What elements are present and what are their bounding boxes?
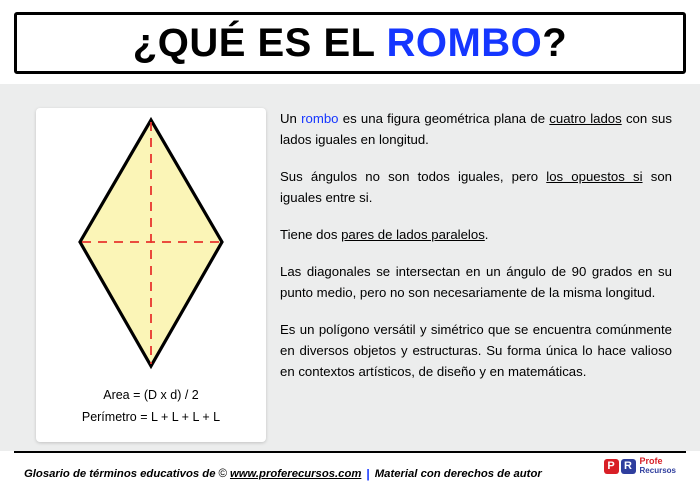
footer-divider	[14, 451, 686, 453]
text-segment-underline: pares de lados paralelos	[341, 227, 485, 242]
page-title	[133, 21, 567, 66]
text-segment: es una figura geométrica plana de	[338, 111, 550, 126]
title-suffix: ?	[542, 20, 568, 65]
logo-word-bottom: Recursos	[639, 466, 676, 475]
text-segment: con sus lados iguales en longitud.	[280, 111, 672, 147]
proferecursos-logo[interactable]	[604, 457, 676, 475]
footer-label: Glosario de términos educativos de	[24, 468, 216, 480]
title-prefix: ¿QUÉ ES EL	[132, 20, 387, 65]
title-banner	[14, 12, 686, 74]
footer-content	[24, 460, 676, 488]
logo-word-top: Profe	[639, 456, 663, 466]
description-column	[280, 108, 672, 442]
text-segment-highlight: rombo	[301, 111, 339, 126]
rhombus-figure	[36, 108, 266, 380]
text-segment: Es un polígono versátil y simétrico que se encuentra comúnmente en diversos objetos y estructuras. Su forma única lo hace valioso en contextos artísticos, de diseño y en matemáticas.	[280, 322, 672, 379]
formula-perimeter: Perímetro = L + L + L + L	[81, 410, 221, 424]
paragraph-uses	[280, 319, 672, 382]
logo-wordmark	[640, 457, 676, 475]
formula-list	[36, 384, 266, 428]
title-highlight: ROMBO	[386, 20, 543, 65]
text-segment: Las diagonales se intersectan en un ángulo de 90 grados en su punto medio, pero no son necesariamente de la misma longitud.	[280, 264, 672, 300]
paragraph-diagonals	[280, 261, 672, 303]
figure-card	[36, 108, 266, 442]
footer-separator: |	[366, 467, 370, 481]
text-segment: son iguales entre si.	[280, 169, 672, 205]
footer-site-link[interactable]: www.proferecursos.com	[229, 468, 362, 480]
copyright-icon: ©	[218, 468, 227, 480]
text-segment-underline: cuatro lados	[549, 111, 622, 126]
paragraph-parallel-sides	[280, 224, 672, 245]
logo-r-icon: R	[621, 459, 636, 474]
text-segment: Tiene dos	[280, 227, 342, 242]
text-segment-underline: los opuestos si	[546, 169, 643, 184]
text-segment: Sus ángulos no son todos iguales, pero	[280, 169, 547, 184]
formula-area: Area = (D x d) / 2	[103, 388, 199, 402]
text-segment: .	[484, 227, 489, 242]
logo-p-icon: P	[604, 459, 619, 474]
paragraph-angles	[280, 166, 672, 208]
footer	[0, 451, 700, 495]
paragraph-definition	[280, 108, 672, 150]
text-segment: Un	[280, 111, 302, 126]
footer-rights: Material con derechos de autor	[374, 468, 542, 480]
logo-marks	[604, 459, 636, 474]
